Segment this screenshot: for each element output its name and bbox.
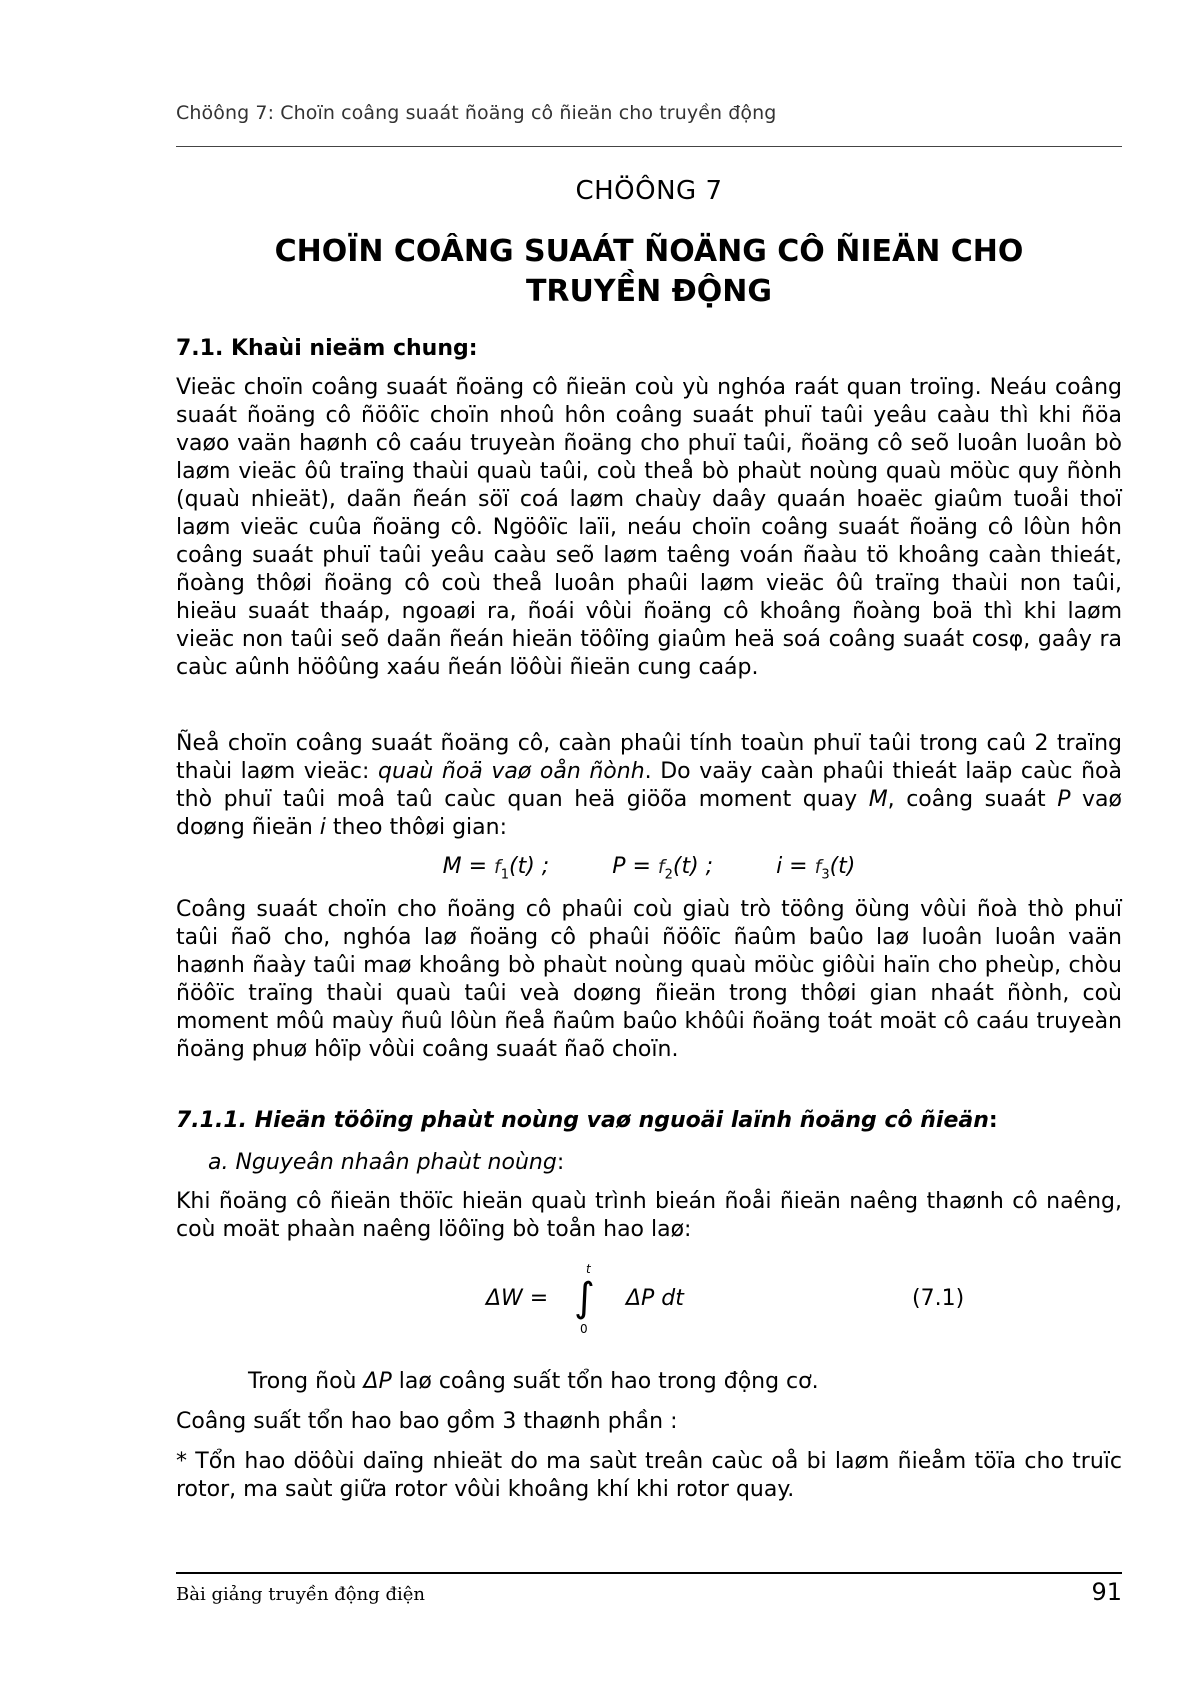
- footer-divider: [176, 1572, 1122, 1574]
- load-functions-formula: [176, 854, 1122, 882]
- equation-7-1: [176, 1262, 1122, 1366]
- integral-upper-limit: t: [586, 1262, 591, 1276]
- formula-current-lhs: i =: [776, 854, 815, 879]
- formula-moment-arg: (t) ;: [508, 854, 550, 879]
- paragraph-friction-loss: * Tổn hao döôùi daïng nhieät do ma saùt treân caùc oå bi laøm ñieåm töïa cho truïc rotor, ma saùt giữa rotor vôùi khoâng khí khi rotor quay.: [176, 1449, 1122, 1502]
- running-header: Chöông 7: Choïn coâng suaát ñoäng cô ñieän cho truyền động: [176, 102, 777, 124]
- paragraph-selection-criteria: Coâng suaát choïn cho ñoäng cô phaûi coù giaù trò töông öùng vôùi ñoà thò phuï taûi ñaõ cho, nghóa laø ñoäng cô phaûi ñöôïc ñaûm baûo laø luoân luoân vaän haønh ñaày taûi maø khoâng bò phaùt noùng quaù möùc giôùi haïn cho pheùp, chòu ñöôïc traïng thaùi quaù taûi veà doøng ñieän trong thôøi gian nhaát ñònh, coù moment môû maùy ñuû lôùn ñeå ñaûm baûo khôûi ñoäng toát moät cô caáu truyeàn ñoäng phuø hôïp vôùi coâng suaát ñaõ choïn.: [176, 897, 1122, 1062]
- subheading-a-colon: :: [556, 1150, 565, 1175]
- formula-power-sub: 2: [664, 867, 673, 883]
- para2-text-d: vaø doøng ñieän: [176, 787, 1122, 840]
- symbol-P: P: [1057, 787, 1071, 812]
- integral-lower-limit: 0: [580, 1322, 588, 1336]
- page-number: 91: [1091, 1578, 1122, 1606]
- formula-moment-lhs: M =: [442, 854, 494, 879]
- paragraph-energy-loss: Khi ñoäng cô ñieän thöïc hieän quaù trình bieán ñoåi ñieän naêng thaønh cô naêng, coù moät phaàn naêng löôïng bò toån hao laø:: [176, 1189, 1122, 1242]
- chapter-number: CHÖÔNG 7: [575, 176, 723, 206]
- formula-power-arg: (t) ;: [672, 854, 714, 879]
- para2-emphasis: quaù ñoä vaø oån ñònh: [377, 759, 645, 784]
- integral-sign: ∫: [574, 1275, 595, 1321]
- formula-moment-sub: 1: [500, 867, 509, 883]
- para2-text-e: theo thôøi gian:: [325, 815, 507, 840]
- formula-current-arg: (t): [829, 854, 856, 879]
- subsection-heading-7-1-1: [176, 1108, 998, 1133]
- formula-power-lhs: P =: [612, 854, 658, 879]
- paragraph-load-diagrams: [176, 730, 1122, 842]
- section-heading-7-1: 7.1. Khaùi nieäm chung:: [176, 336, 478, 361]
- formula-power: [612, 854, 713, 882]
- formula-current-sub: 3: [821, 867, 830, 883]
- symbol-M: M: [868, 787, 888, 812]
- subsection-heading-text: 7.1.1. Hieän töôïng phaùt noùng vaø nguoäi laïnh ñoäng cô ñieän: [176, 1108, 989, 1133]
- paragraph-loss-components: Coâng suất tổn hao bao gồm 3 thaønh phần :: [176, 1409, 678, 1434]
- subheading-a-text: a. Nguyeân nhaân phaùt noùng: [208, 1150, 557, 1175]
- chapter-title: [176, 232, 1122, 312]
- formula-moment: [443, 854, 550, 882]
- formula-current-fn: f: [814, 856, 822, 878]
- document-page: [176, 0, 1122, 1696]
- paragraph-delta-p: [248, 1368, 1122, 1396]
- chapter-title-line-2: TRUYỀN ĐỘNG: [525, 274, 773, 309]
- formula-moment-fn: f: [494, 856, 501, 878]
- paragraph-intro: Vieäc choïn coâng suaát ñoäng cô ñieän coù yù nghóa raát quan troïng. Neáu coâng suaát ñoäng cô ñöôïc choïn nhoû hôn coâng suaát phuï taûi yeâu caàu thì khi ñöa vaøo vaän haønh cô caáu truyeàn ñoäng cho phuï taûi, ñoäng cô seõ luoân luoân bò laøm vieäc ôû traïng thaùi quaù taûi, coù theå bò phaùt noùng quaù möùc quy ñònh (quaù nhieät), daãn ñeán söï coá laøm chaùy daây quaán hoaëc giaûm tuoåi thoï laøm vieäc cuûa ñoäng cô. Ngöôïc laïi, neáu choïn coâng suaát ñoäng cô lôùn hôn coâng suaát phuï taûi yeâu caàu seõ laøm taêng voán ñaàu tö khoâng caàn thieát, ñoàng thôøi ñoäng cô coù theå luoân phaûi laøm vieäc ôû traïng thaùi non taûi, hieäu suaát thaáp, ngoaøi ra, ñoái vôùi ñoäng cô khoâng ñoàng boä thì khi laøm vieäc non taûi seõ daãn ñeán hieän töôïng giaûm heä soá coâng suaát cosφ, gaây ra caùc aûnh höôûng xaáu ñeán löôùi ñieän cung caáp.: [176, 375, 1122, 680]
- footer-course-title: Bài giảng truyền động điện: [176, 1584, 425, 1605]
- equation-rhs: ΔP dt: [626, 1286, 684, 1311]
- equation-number: (7.1): [912, 1286, 965, 1311]
- para2-text-b: . Do vaäy caàn phaûi thieát laäp caùc ñoà thò phuï taûi moâ taû caùc quan heä giöõa moment quay: [176, 759, 1122, 812]
- para2-text-a: Ñeå choïn coâng suaát ñoäng cô, caàn phaûi tính toaùn phuï taûi trong caû 2 traïng thaùi laøm vieäc:: [176, 731, 1122, 784]
- para5-text-b: laø coâng suất tổn hao trong động cơ.: [391, 1369, 819, 1394]
- subheading-a: [208, 1150, 564, 1175]
- para5-text-a: Trong ñoù: [248, 1369, 364, 1394]
- equation-lhs: ΔW =: [486, 1286, 549, 1311]
- formula-current: [776, 854, 855, 882]
- para2-text-c: , coâng suaát: [887, 787, 1058, 812]
- formula-power-fn: f: [657, 856, 665, 878]
- header-divider: [176, 146, 1122, 147]
- chapter-title-line-1: CHOÏN COÂNG SUAÁT ÑOÄNG CÔ ÑIEÄN CHO: [274, 234, 1024, 269]
- symbol-i: i: [319, 815, 326, 840]
- symbol-delta-p: ΔP: [363, 1369, 392, 1394]
- subsection-heading-colon: :: [988, 1108, 998, 1133]
